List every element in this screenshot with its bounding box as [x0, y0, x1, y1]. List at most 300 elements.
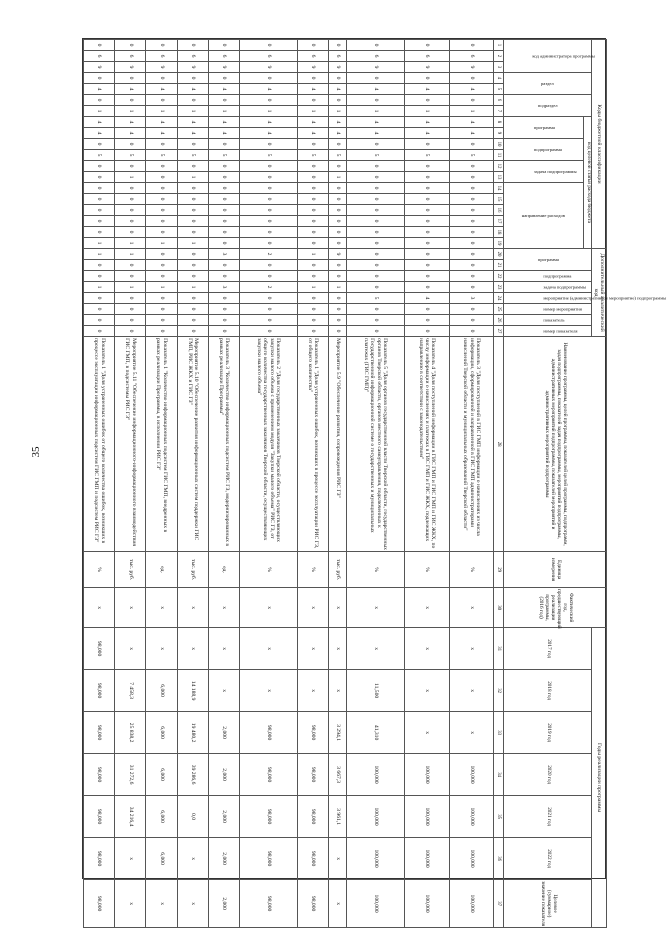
column-number: 7	[494, 106, 504, 117]
code-cell: 0	[146, 271, 177, 282]
row-unit: %	[239, 552, 297, 588]
value-cell: х	[115, 628, 146, 670]
code-cell: 0	[208, 183, 239, 194]
code-cell: 0	[329, 205, 347, 216]
row-unit: %	[84, 552, 115, 588]
code-cell: 0	[146, 205, 177, 216]
value-cell: 41,310	[346, 712, 404, 754]
code-cell: 0	[177, 183, 208, 194]
code-cell: 4	[449, 117, 494, 128]
value-cell: 100,000	[404, 838, 449, 880]
code-cell: 0	[84, 271, 115, 282]
code-cell: 0	[329, 40, 347, 51]
code-cell: 1	[346, 106, 404, 117]
code-cell: 4	[329, 84, 347, 95]
value-cell: 98,000	[84, 712, 115, 754]
code-cell: 4	[208, 117, 239, 128]
code-cell: 0	[449, 282, 494, 293]
code-cell: 0	[449, 205, 494, 216]
code-cell: 0	[449, 249, 494, 260]
value-cell: 98,000	[239, 838, 297, 880]
row-name: Показатель 3 "Количество информационных подсистем РИС ГЗ, модернизированных в рамках реализации Программы"	[208, 337, 239, 552]
code-cell: 1	[177, 282, 208, 293]
code-cell: 0	[449, 40, 494, 51]
header-program: программа	[504, 117, 584, 139]
value-cell: 34 216,4	[115, 796, 146, 838]
code-cell: 0	[404, 194, 449, 205]
code-cell: 0	[84, 183, 115, 194]
value-cell: х	[208, 670, 239, 712]
code-cell: 0	[297, 95, 328, 106]
code-cell: 1	[146, 238, 177, 249]
code-cell: 2	[239, 282, 297, 293]
code-cell: 0	[177, 271, 208, 282]
code-cell: 0	[329, 260, 347, 271]
value-cell: 98,000	[239, 712, 297, 754]
code-cell: 0	[239, 260, 297, 271]
row-unit: %	[404, 552, 449, 588]
code-cell: 1	[297, 106, 328, 117]
table-row	[177, 40, 208, 928]
column-number: 15	[494, 194, 504, 205]
code-cell: 0	[346, 271, 404, 282]
code-cell: 0	[115, 73, 146, 84]
code-cell: 0	[346, 326, 404, 337]
page-number: 35	[30, 446, 42, 458]
code-cell: 4	[208, 84, 239, 95]
code-cell: 0	[115, 183, 146, 194]
row-name: Показатель 5 "Доля органов государственной власти Тверской области, государственных органов Тверской области, органов местного самоуправления, подключенных к Государственной информационной системе о государственных и муниципальных платежах (ГИС ГМП)"	[346, 337, 404, 552]
code-cell: 9	[329, 249, 347, 260]
code-cell: 0	[208, 205, 239, 216]
value-cell: 2,000	[208, 754, 239, 796]
value-cell: 98,000	[84, 670, 115, 712]
code-cell: 0	[404, 249, 449, 260]
code-cell: 9	[239, 62, 297, 73]
value-cell: 98,000	[239, 880, 297, 928]
code-cell: 0	[177, 73, 208, 84]
value-cell: 98,000	[84, 796, 115, 838]
code-cell: 1	[84, 106, 115, 117]
code-cell: 0	[239, 326, 297, 337]
header-activity-direction: направление расходов	[504, 183, 584, 249]
code-cell: 0	[449, 315, 494, 326]
table-row	[84, 40, 115, 928]
code-cell: 1	[115, 172, 146, 183]
column-number: 18	[494, 227, 504, 238]
code-cell: 0	[239, 161, 297, 172]
code-cell: 0	[329, 227, 347, 238]
code-cell: 0	[346, 238, 404, 249]
code-cell: 0	[239, 205, 297, 216]
code-cell: 4	[329, 128, 347, 139]
code-cell: 0	[177, 260, 208, 271]
code-cell: 9	[297, 62, 328, 73]
code-cell: 0	[404, 183, 449, 194]
code-cell: 0	[297, 227, 328, 238]
code-cell: 4	[404, 128, 449, 139]
row-unit: тыс. руб.	[177, 552, 208, 588]
code-cell: 5	[146, 150, 177, 161]
code-cell: 0	[346, 227, 404, 238]
header-activity-number: номер мероприятия	[504, 304, 592, 315]
code-cell: 0	[146, 227, 177, 238]
code-cell: 5	[404, 150, 449, 161]
code-cell: 4	[404, 117, 449, 128]
code-cell: 4	[404, 293, 449, 304]
value-cell: х	[84, 588, 115, 628]
code-cell: 4	[208, 128, 239, 139]
code-cell: 4	[146, 128, 177, 139]
code-cell: 1	[115, 238, 146, 249]
value-cell: х	[449, 628, 494, 670]
code-cell: 0	[449, 227, 494, 238]
value-cell: 6,000	[146, 670, 177, 712]
code-cell: 0	[84, 326, 115, 337]
code-cell: 4	[177, 128, 208, 139]
header-2017: 2017 год	[504, 628, 592, 670]
value-cell: 100,000	[346, 838, 404, 880]
code-cell: 0	[346, 139, 404, 150]
column-number: 24	[494, 293, 504, 304]
column-number: 11	[494, 150, 504, 161]
value-cell: 100,000	[449, 838, 494, 880]
code-cell: 0	[177, 205, 208, 216]
value-cell: 31 272,6	[115, 754, 146, 796]
code-cell: 6	[329, 51, 347, 62]
code-cell: 0	[297, 260, 328, 271]
table-row	[346, 40, 404, 928]
code-cell: 0	[297, 183, 328, 194]
code-cell: 0	[208, 260, 239, 271]
row-unit: %	[346, 552, 404, 588]
code-cell: 5	[297, 150, 328, 161]
value-cell: х	[346, 628, 404, 670]
code-cell: 9	[449, 62, 494, 73]
code-cell: 4	[346, 117, 404, 128]
code-cell: 0	[84, 304, 115, 315]
code-cell: 0	[239, 293, 297, 304]
header-task: задача подпрограммы	[504, 161, 584, 183]
value-cell: х	[404, 712, 449, 754]
code-cell: 0	[84, 227, 115, 238]
code-cell: 0	[208, 194, 239, 205]
table-frame	[82, 38, 667, 927]
code-cell: 1	[297, 249, 328, 260]
value-cell: 100,000	[449, 754, 494, 796]
value-cell: х	[297, 588, 328, 628]
code-cell: 0	[84, 260, 115, 271]
value-cell: х	[404, 670, 449, 712]
header-2018: 2018 год	[504, 670, 592, 712]
value-cell: 19 480,2	[177, 712, 208, 754]
code-cell: 1	[115, 282, 146, 293]
column-number: 22	[494, 271, 504, 282]
code-cell: 0	[115, 326, 146, 337]
value-cell: х	[239, 628, 297, 670]
code-cell: 1	[208, 106, 239, 117]
code-cell: 0	[208, 271, 239, 282]
code-cell: 0	[177, 216, 208, 227]
code-cell: 0	[239, 73, 297, 84]
header-subsection: подраздел	[504, 95, 592, 117]
code-cell: 0	[239, 315, 297, 326]
value-cell: 3 961,1	[329, 796, 347, 838]
code-cell: 0	[115, 161, 146, 172]
code-cell: 3	[449, 293, 494, 304]
value-cell: 25 838,2	[115, 712, 146, 754]
row-name: Показатель 3 "Доля поступлений в ГИС ГМП информации о начислениях из числа информации, сформированной и направленной в ГИС ГМП администраторами начислений Тверской области и муниципальных образований Тверской области"	[449, 337, 494, 552]
code-cell: 6	[346, 51, 404, 62]
code-cell: 6	[177, 51, 208, 62]
value-cell: 98,000	[239, 796, 297, 838]
value-cell: 11,500	[346, 670, 404, 712]
value-cell: 100,000	[449, 880, 494, 928]
table-row	[329, 40, 347, 928]
code-cell: 4	[239, 117, 297, 128]
code-cell: 4	[297, 117, 328, 128]
code-cell: 0	[146, 326, 177, 337]
value-cell: х	[146, 588, 177, 628]
value-cell: х	[208, 628, 239, 670]
column-number: 20	[494, 249, 504, 260]
code-cell: 0	[449, 238, 494, 249]
code-cell: 0	[177, 227, 208, 238]
column-number: 2	[494, 51, 504, 62]
value-cell: х	[297, 670, 328, 712]
value-cell: 3 294,1	[329, 712, 347, 754]
code-cell: 0	[208, 172, 239, 183]
code-cell: 0	[297, 216, 328, 227]
code-cell: 0	[329, 238, 347, 249]
code-cell: 9	[115, 62, 146, 73]
code-cell: 0	[404, 227, 449, 238]
code-cell: 6	[115, 51, 146, 62]
row-name: Показатель 4 "Доля поступлений информации в ГИС ГМП и ГИС ГМП и ГИС ЖКХ, по числу информации о начислениях и платежах в ГИС ГМП и ГИС ЖКХ, подлежащих направлению в соответствии с законодательством"	[404, 337, 449, 552]
code-cell: 6	[146, 51, 177, 62]
column-number: 33	[494, 712, 504, 754]
column-number: 31	[494, 628, 504, 670]
header-indicator-code: показатель	[504, 315, 592, 326]
value-cell: х	[404, 588, 449, 628]
value-cell: х	[146, 880, 177, 928]
value-cell: 98,000	[297, 838, 328, 880]
code-cell: 0	[329, 304, 347, 315]
program-indicators-table	[83, 39, 667, 928]
code-cell: 0	[177, 194, 208, 205]
value-cell: х	[115, 838, 146, 880]
code-cell: 0	[297, 172, 328, 183]
value-cell: х	[239, 670, 297, 712]
value-cell: х	[404, 628, 449, 670]
code-cell: 5	[449, 150, 494, 161]
column-number-row	[494, 40, 504, 928]
value-cell: 2,000	[208, 880, 239, 928]
code-cell: 0	[177, 304, 208, 315]
code-cell: 4	[449, 84, 494, 95]
column-number: 1	[494, 40, 504, 51]
table-row	[449, 40, 494, 928]
table-row	[297, 40, 328, 928]
code-cell: 0	[115, 205, 146, 216]
header-2020: 2020 год	[504, 754, 592, 796]
code-cell: 5	[329, 150, 347, 161]
header-2022: 2022 год	[504, 838, 592, 880]
header-target: Целевое (суммарное) значение показателя	[504, 880, 592, 928]
code-cell: 1	[239, 106, 297, 117]
code-cell: 5	[239, 150, 297, 161]
code-cell: 0	[329, 293, 347, 304]
code-cell: 0	[329, 194, 347, 205]
code-cell: 0	[84, 95, 115, 106]
code-cell: 0	[449, 260, 494, 271]
code-cell: 0	[208, 238, 239, 249]
code-cell: 0	[239, 304, 297, 315]
code-cell: 9	[177, 62, 208, 73]
value-cell: х	[177, 588, 208, 628]
code-cell: 0	[208, 293, 239, 304]
value-cell: х	[329, 670, 347, 712]
code-cell: 4	[177, 84, 208, 95]
code-cell: 0	[177, 95, 208, 106]
value-cell: 100,000	[346, 796, 404, 838]
code-cell: 0	[346, 183, 404, 194]
code-cell: 1	[84, 249, 115, 260]
code-cell: 0	[115, 293, 146, 304]
code-cell: 9	[84, 62, 115, 73]
code-cell: 0	[346, 282, 404, 293]
column-number: 17	[494, 216, 504, 227]
code-cell: 0	[297, 326, 328, 337]
table-row	[239, 40, 297, 928]
value-cell: х	[177, 880, 208, 928]
code-cell: 4	[115, 128, 146, 139]
code-cell: 0	[239, 95, 297, 106]
row-name: Показатель 1 "Количество информационных подсистем ГИС ГМП, внедренных в рамках реализации Программы, в исполнении РИС ГЗ"	[146, 337, 177, 552]
code-cell: 4	[239, 128, 297, 139]
code-cell: 0	[346, 95, 404, 106]
header-name: Наименование программы, целей программы, показателей целей программы, подпрограмм, задач подпрограммы, показателей задач подпрограммы, мероприятий подпрограммы, административных мероприятий подпрограммы, показателей мероприятий и административных мероприятий подпрограммы	[504, 337, 607, 552]
header-2019: 2019 год	[504, 712, 592, 754]
code-cell: 9	[346, 62, 404, 73]
code-cell: 4	[115, 84, 146, 95]
code-cell: 6	[239, 51, 297, 62]
value-cell: 98,000	[84, 838, 115, 880]
value-cell: х	[329, 880, 347, 928]
column-number: 10	[494, 139, 504, 150]
code-cell: 0	[404, 304, 449, 315]
code-cell: 0	[329, 216, 347, 227]
code-cell: 0	[329, 161, 347, 172]
column-number: 27	[494, 326, 504, 337]
code-cell: 0	[297, 304, 328, 315]
value-cell: х	[208, 588, 239, 628]
code-cell: 5	[346, 293, 404, 304]
code-cell: 0	[346, 304, 404, 315]
header-activity-code: мероприятие (административное мероприятие) подпрограммы	[504, 293, 592, 304]
code-cell: 0	[404, 172, 449, 183]
code-cell: 0	[208, 326, 239, 337]
value-cell: 98,000	[239, 754, 297, 796]
value-cell: х	[449, 670, 494, 712]
code-cell: 0	[146, 260, 177, 271]
code-cell: 0	[346, 205, 404, 216]
value-cell: 98,000	[297, 796, 328, 838]
code-cell: 4	[84, 117, 115, 128]
value-cell: х	[177, 628, 208, 670]
code-cell: 1	[177, 172, 208, 183]
column-number: 23	[494, 282, 504, 293]
code-cell: 0	[329, 139, 347, 150]
header-admin-code: код администратора программы	[504, 40, 592, 73]
code-cell: 0	[297, 205, 328, 216]
code-cell: 0	[146, 172, 177, 183]
table-row	[208, 40, 239, 928]
code-cell: 0	[346, 73, 404, 84]
code-cell: 0	[84, 40, 115, 51]
code-cell: 0	[177, 249, 208, 260]
row-name: Показатель 2 "Доля государственных заказчиков Тверской области, осуществляющих закупки малого объема с применением модуля "Закупки малого объема" РИС ГЗ, от общего количества государственных заказчиков Тверской области, осуществляющих закупки малого объема"	[239, 337, 297, 552]
code-cell: 4	[146, 117, 177, 128]
value-cell: 6,000	[146, 712, 177, 754]
rotated-table-wrapper	[83, 39, 667, 927]
code-cell: 0	[239, 40, 297, 51]
code-cell: 2	[239, 249, 297, 260]
column-number: 12	[494, 161, 504, 172]
row-unit: тыс. руб.	[329, 552, 347, 588]
code-cell: 0	[449, 216, 494, 227]
value-cell: х	[329, 588, 347, 628]
column-number: 32	[494, 670, 504, 712]
value-cell: х	[146, 628, 177, 670]
code-cell: 1	[329, 172, 347, 183]
code-cell: 0	[84, 293, 115, 304]
code-cell: 0	[115, 227, 146, 238]
row-unit: %	[297, 552, 328, 588]
code-cell: 0	[84, 205, 115, 216]
code-cell: 0	[146, 161, 177, 172]
code-cell: 5	[346, 150, 404, 161]
code-cell: 0	[177, 161, 208, 172]
code-cell: 0	[115, 194, 146, 205]
row-unit: %	[449, 552, 494, 588]
code-cell: 9	[208, 62, 239, 73]
code-cell: 0	[115, 271, 146, 282]
code-cell: 0	[449, 304, 494, 315]
code-cell: 0	[146, 315, 177, 326]
value-cell: 39 286,6	[177, 754, 208, 796]
code-cell: 0	[404, 260, 449, 271]
code-cell: 0	[146, 139, 177, 150]
code-cell: 1	[177, 238, 208, 249]
code-cell: 4	[146, 84, 177, 95]
code-cell: 9	[329, 62, 347, 73]
code-cell: 0	[346, 40, 404, 51]
column-number: 29	[494, 552, 504, 588]
code-cell: 0	[146, 216, 177, 227]
code-cell: 0	[449, 271, 494, 282]
value-cell: 2,000	[208, 838, 239, 880]
code-cell: 4	[404, 84, 449, 95]
code-cell: 1	[115, 106, 146, 117]
code-cell: 0	[404, 139, 449, 150]
column-number: 19	[494, 238, 504, 249]
value-cell: 14 188,9	[177, 670, 208, 712]
code-cell: 0	[329, 183, 347, 194]
value-cell: х	[239, 588, 297, 628]
column-number: 13	[494, 172, 504, 183]
value-cell: 100,000	[404, 754, 449, 796]
